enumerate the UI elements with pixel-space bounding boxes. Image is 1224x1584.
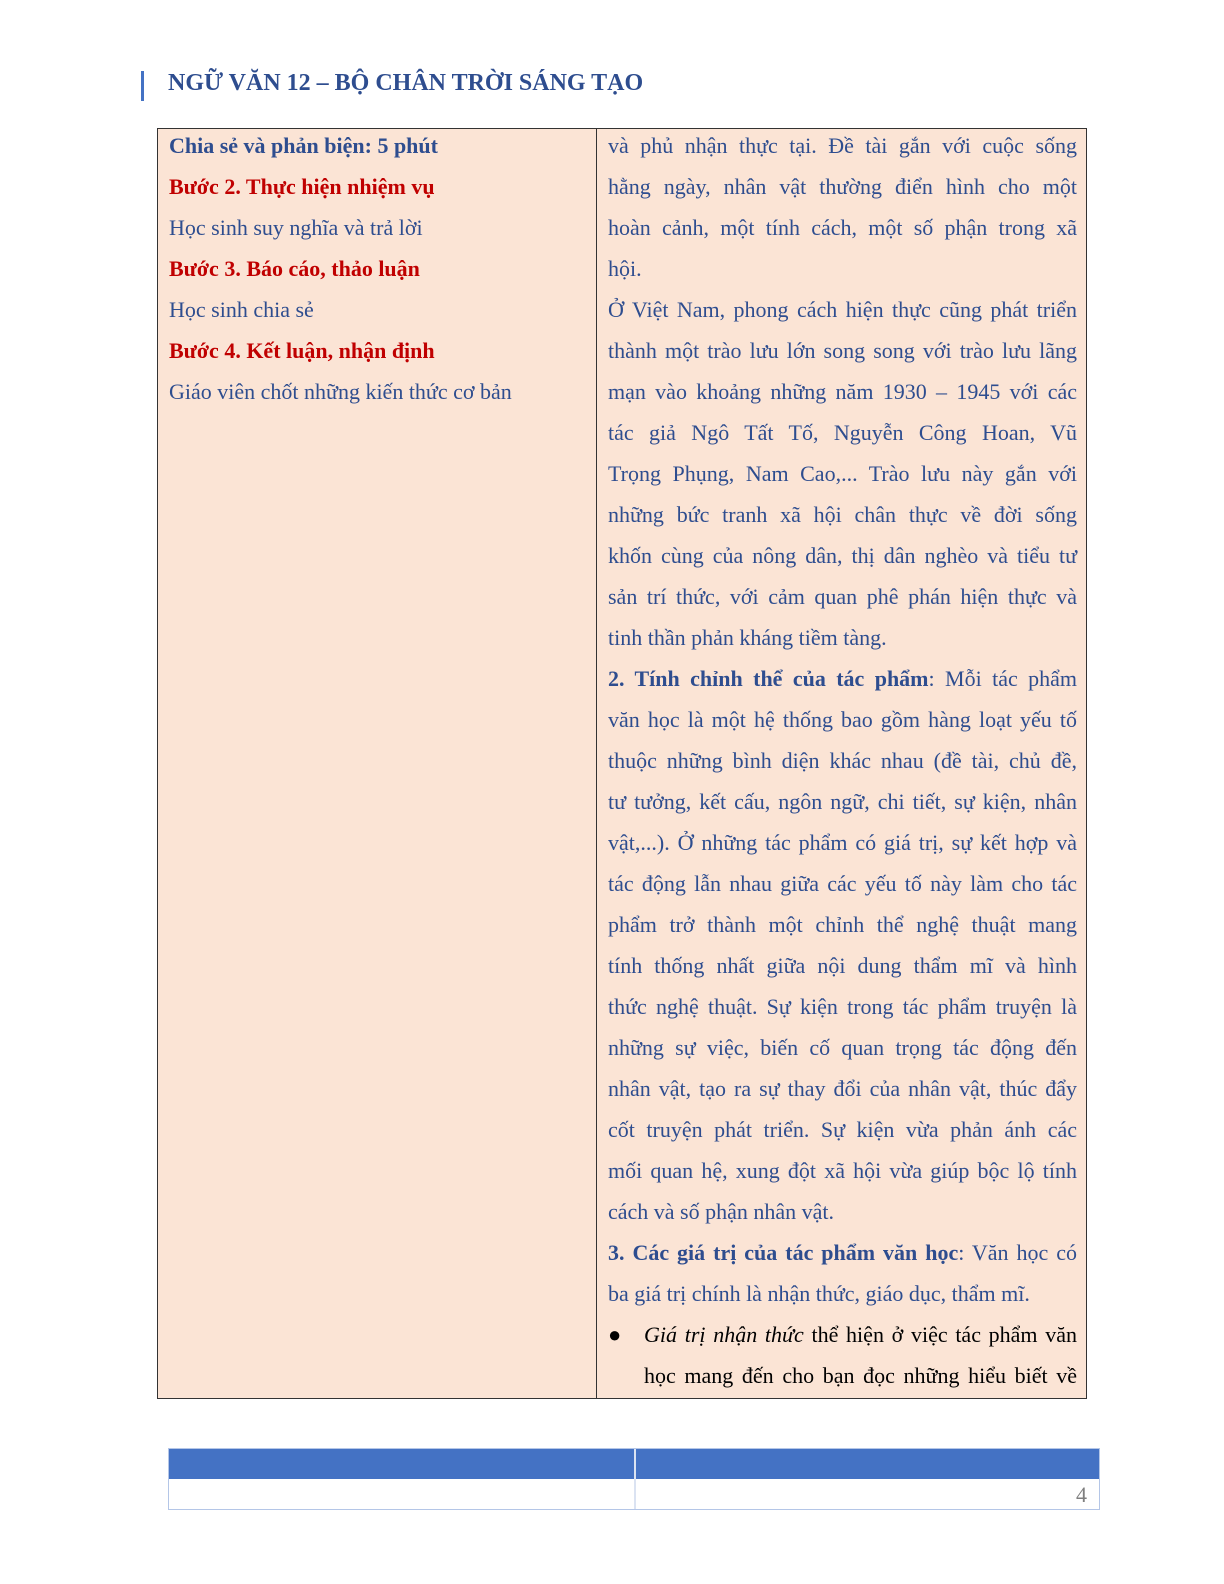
text-line: nhân vật, tạo ra sự thay đổi của nhân vật, thúc đẩy bbox=[608, 1076, 1077, 1101]
column-divider bbox=[596, 129, 597, 1398]
header-accent-bar bbox=[141, 71, 144, 101]
text-line: thành một trào lưu lớn song song với trào lưu lãng bbox=[608, 338, 1077, 363]
footer-table bbox=[168, 1448, 1100, 1510]
content-column bbox=[608, 125, 1077, 1396]
text-line: Trọng Phụng, Nam Cao,... Trào lưu này gắn với bbox=[608, 461, 1077, 486]
text-line: Ở Việt Nam, phong cách hiện thực cũng phát triển bbox=[608, 297, 1077, 322]
page-number: 4 bbox=[1076, 1482, 1087, 1507]
text-line: những sự việc, biến cố quan trọng tác động đến bbox=[608, 1035, 1077, 1060]
text-line: học mang đến cho bạn đọc những hiểu biết về bbox=[644, 1363, 1077, 1388]
text-line: hoàn cảnh, một tính cách, một số phận trong xã bbox=[608, 215, 1077, 240]
text-line: những bức tranh xã hội chân thực về đời sống bbox=[608, 502, 1077, 527]
text-line: phẩm trở thành một chỉnh thể nghệ thuật mang bbox=[608, 912, 1077, 937]
text-line: văn học là một hệ thống bao gồm hàng loạt yếu tố bbox=[608, 707, 1077, 732]
page-header-title: NGỮ VĂN 12 – BỘ CHÂN TRỜI SÁNG TẠO bbox=[168, 70, 644, 96]
cognitive-value-text: thể hiện ở việc tác phẩm văn bbox=[803, 1322, 1078, 1347]
step-3-text: Học sinh chia sẻ bbox=[169, 297, 314, 322]
vietnam-realism-paragraph bbox=[608, 289, 1077, 658]
section-2-lead: : Mỗi tác phẩm bbox=[928, 666, 1077, 691]
section-3-heading: 3. Các giá trị của tác phẩm văn học bbox=[608, 1240, 959, 1265]
text-line: ba giá trị chính là nhận thức, giáo dục, thẩm mĩ. bbox=[608, 1281, 1030, 1306]
bullet-item-cognitive-value bbox=[608, 1314, 1077, 1396]
section-3-lead: : Văn học có bbox=[958, 1240, 1077, 1265]
footer-column-divider bbox=[634, 1449, 636, 1509]
text-line: cốt truyện phát triển. Sự kiện vừa phản ánh các bbox=[608, 1117, 1077, 1142]
values-paragraph bbox=[608, 1232, 1077, 1314]
text-line: hội. bbox=[608, 256, 642, 281]
unity-paragraph bbox=[608, 658, 1077, 1232]
text-line bbox=[608, 1232, 1077, 1273]
text-line: tác động lẫn nhau giữa các yếu tố này làm cho tác bbox=[608, 871, 1077, 896]
text-line: khốn cùng của nông dân, thị dân nghèo và tiểu tư bbox=[608, 543, 1077, 568]
step-2-text: Học sinh suy nghĩa và trả lời bbox=[169, 215, 423, 240]
text-line: thức nghệ thuật. Sự kiện trong tác phẩm truyện là bbox=[608, 994, 1077, 1019]
step-3-title: Bước 3. Báo cáo, thảo luận bbox=[169, 256, 420, 281]
text-line: mạn vào khoảng những năm 1930 – 1945 với các bbox=[608, 379, 1077, 404]
text-line: tác giả Ngô Tất Tố, Nguyễn Công Hoan, Vũ bbox=[608, 420, 1077, 445]
text-line: hằng ngày, nhân vật thường điển hình cho một bbox=[608, 174, 1077, 199]
text-line bbox=[608, 658, 1077, 699]
activity-steps-column bbox=[169, 125, 589, 412]
text-line: cách và số phận nhân vật. bbox=[608, 1199, 835, 1224]
text-line: và phủ nhận thực tại. Đề tài gắn với cuộc sống bbox=[608, 133, 1077, 158]
cognitive-value-term: Giá trị nhận thức bbox=[644, 1322, 804, 1347]
section-2-heading: 2. Tính chỉnh thể của tác phẩm bbox=[608, 666, 929, 691]
step-2-title: Bước 2. Thực hiện nhiệm vụ bbox=[169, 174, 435, 199]
step-4-title: Bước 4. Kết luận, nhận định bbox=[169, 338, 435, 363]
text-line: tư tưởng, kết cấu, ngôn ngữ, chi tiết, sự kiện, nhân bbox=[608, 789, 1077, 814]
text-line: vật,...). Ở những tác phẩm có giá trị, sự kết hợp và bbox=[608, 830, 1077, 855]
text-line: tinh thần phản kháng tiềm tàng. bbox=[608, 625, 887, 650]
text-line: mối quan hệ, xung đột xã hội vừa giúp bộc lộ tính bbox=[608, 1158, 1077, 1183]
bullet-icon: ● bbox=[608, 1322, 622, 1347]
realism-paragraph bbox=[608, 125, 1077, 289]
step-4-text: Giáo viên chốt những kiến thức cơ bản bbox=[169, 379, 512, 404]
text-line bbox=[644, 1314, 1077, 1355]
share-time-text: Chia sẻ và phản biện: 5 phút bbox=[169, 133, 438, 158]
lesson-table bbox=[157, 128, 1087, 1399]
text-line: thuộc những bình diện khác nhau (đề tài, chủ đề, bbox=[608, 748, 1077, 773]
text-line: sản trí thức, với cảm quan phê phán hiện thực và bbox=[608, 584, 1077, 609]
text-line: tính thống nhất giữa nội dung thẩm mĩ và hình bbox=[608, 953, 1077, 978]
